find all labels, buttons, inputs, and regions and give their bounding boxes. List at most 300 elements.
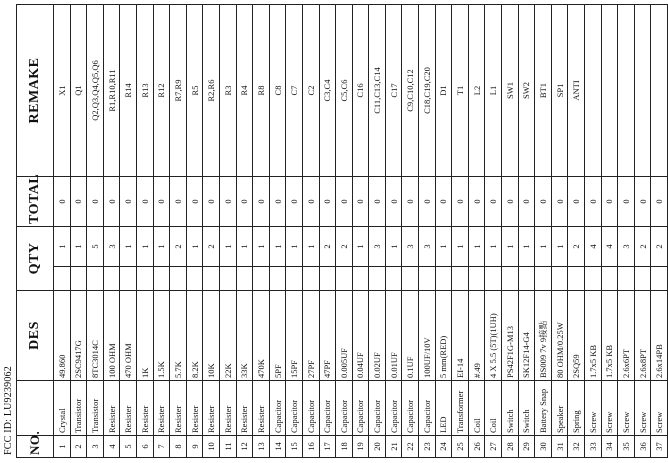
total: 0 <box>352 177 369 227</box>
part-type: Spring <box>568 381 585 436</box>
table-row <box>319 5 336 458</box>
remark: R14 <box>120 5 137 177</box>
row-number: 16 <box>302 436 319 458</box>
remark: R4 <box>236 5 253 177</box>
row-number: 32 <box>568 436 585 458</box>
part-description: 1.7x5 KB <box>601 291 618 381</box>
fcc-id-label: FCC ID: LU9239062 <box>3 366 14 455</box>
total: 0 <box>468 177 485 227</box>
part-type: Capacitor <box>385 381 402 436</box>
table-row <box>170 5 187 458</box>
spacer-cell <box>336 267 353 291</box>
row-number: 28 <box>502 436 519 458</box>
quantity: 2 <box>170 227 187 267</box>
part-description: 0.01UF <box>385 291 402 381</box>
part-type: Capacitor <box>336 381 353 436</box>
table-row <box>203 5 220 458</box>
spacer-cell <box>136 267 153 291</box>
quantity: 1 <box>236 227 253 267</box>
row-number: 29 <box>518 436 535 458</box>
quantity: 1 <box>70 227 87 267</box>
part-type: Resister <box>236 381 253 436</box>
quantity: 1 <box>551 227 568 267</box>
part-type: Screw <box>585 381 602 436</box>
row-number: 17 <box>319 436 336 458</box>
col-header-type <box>17 381 54 436</box>
row-number: 26 <box>468 436 485 458</box>
spacer-cell <box>402 267 419 291</box>
part-description: 100UF/10V <box>419 291 436 381</box>
spacer-cell <box>186 267 203 291</box>
remark <box>618 5 635 177</box>
part-description: 2SC9417G <box>70 291 87 381</box>
part-type: Resister <box>219 381 236 436</box>
remark: R3 <box>219 5 236 177</box>
total: 0 <box>634 177 651 227</box>
row-number: 14 <box>269 436 286 458</box>
remark: T1 <box>452 5 469 177</box>
row-number: 35 <box>618 436 635 458</box>
remark: R2,R6 <box>203 5 220 177</box>
total: 0 <box>203 177 220 227</box>
part-type: Capacitor <box>402 381 419 436</box>
remark: R1,R10,R11 <box>103 5 120 177</box>
table-row <box>54 5 71 458</box>
quantity: 2 <box>634 227 651 267</box>
remark: C11,C13,C14 <box>369 5 386 177</box>
spacer-cell <box>568 267 585 291</box>
quantity: 4 <box>601 227 618 267</box>
quantity: 3 <box>103 227 120 267</box>
part-description: 0.02UF <box>369 291 386 381</box>
spacer-cell <box>153 267 170 291</box>
table-row <box>634 5 651 458</box>
part-description: 80 OHM/0.25W <box>551 291 568 381</box>
part-type: Resister <box>203 381 220 436</box>
row-number: 31 <box>551 436 568 458</box>
row-number: 21 <box>385 436 402 458</box>
quantity: 1 <box>253 227 270 267</box>
table-row <box>385 5 402 458</box>
quantity: 2 <box>319 227 336 267</box>
part-description: 1K <box>136 291 153 381</box>
part-type: Capacitor <box>319 381 336 436</box>
total: 0 <box>651 177 668 227</box>
part-description: 5 mm(RED) <box>435 291 452 381</box>
quantity: 2 <box>568 227 585 267</box>
col-header-remake: REMAKE <box>17 5 54 177</box>
remark: ANTI <box>568 5 585 177</box>
part-type: Resister <box>186 381 203 436</box>
part-type: Capacitor <box>302 381 319 436</box>
spacer-cell <box>551 267 568 291</box>
table-row <box>136 5 153 458</box>
part-type: Resister <box>103 381 120 436</box>
remark <box>651 5 668 177</box>
total: 0 <box>319 177 336 227</box>
remark: C5,C6 <box>336 5 353 177</box>
total: 0 <box>153 177 170 227</box>
row-number: 27 <box>485 436 502 458</box>
table-row <box>485 5 502 458</box>
row-number: 2 <box>70 436 87 458</box>
quantity: 1 <box>54 227 71 267</box>
part-type: Capacitor <box>369 381 386 436</box>
total: 0 <box>568 177 585 227</box>
total: 0 <box>402 177 419 227</box>
part-description: 2.6x6PT <box>618 291 635 381</box>
remark <box>601 5 618 177</box>
part-description: 27PF <box>302 291 319 381</box>
spacer-cell <box>468 267 485 291</box>
table-header-row <box>17 5 54 458</box>
total: 0 <box>120 177 137 227</box>
quantity: 2 <box>203 227 220 267</box>
part-type: Capacitor <box>352 381 369 436</box>
row-number: 9 <box>186 436 203 458</box>
part-description: 5.7K <box>170 291 187 381</box>
quantity: 1 <box>452 227 469 267</box>
quantity: 1 <box>269 227 286 267</box>
quantity: 3 <box>419 227 436 267</box>
col-header-total: TOTAL <box>17 177 54 227</box>
remark: C17 <box>385 5 402 177</box>
table-row <box>535 5 552 458</box>
table-row <box>186 5 203 458</box>
quantity: 3 <box>402 227 419 267</box>
table-body <box>54 5 668 458</box>
table-row <box>502 5 519 458</box>
row-number: 3 <box>87 436 104 458</box>
table-row <box>87 5 104 458</box>
part-description: 22K <box>219 291 236 381</box>
part-type: Crystal <box>54 381 71 436</box>
row-number: 33 <box>585 436 602 458</box>
quantity: 1 <box>518 227 535 267</box>
part-description: EI-14 <box>452 291 469 381</box>
part-type: Transformer <box>452 381 469 436</box>
part-type: Screw <box>618 381 635 436</box>
row-number: 4 <box>103 436 120 458</box>
part-type: Transistor <box>87 381 104 436</box>
remark: R7,R9 <box>170 5 187 177</box>
total: 0 <box>419 177 436 227</box>
table-row <box>651 5 668 458</box>
part-type: Screw <box>634 381 651 436</box>
quantity: 2 <box>651 227 668 267</box>
quantity: 2 <box>336 227 353 267</box>
remark: R5 <box>186 5 203 177</box>
table-row <box>352 5 369 458</box>
quantity: 1 <box>286 227 303 267</box>
row-number: 15 <box>286 436 303 458</box>
part-type: Resister <box>153 381 170 436</box>
spacer-cell <box>302 267 319 291</box>
remark: L1 <box>485 5 502 177</box>
part-description: 0.005UF <box>336 291 353 381</box>
part-description: 2.6x14PB <box>651 291 668 381</box>
spacer-cell <box>419 267 436 291</box>
spacer-cell <box>54 267 71 291</box>
remark: Q2,Q3,Q4,Q5,Q6 <box>87 5 104 177</box>
table-row <box>153 5 170 458</box>
spacer-cell <box>286 267 303 291</box>
part-description: 1.5K <box>153 291 170 381</box>
quantity: 5 <box>87 227 104 267</box>
table-row <box>369 5 386 458</box>
part-type: Coil <box>485 381 502 436</box>
total: 0 <box>186 177 203 227</box>
quantity: 4 <box>585 227 602 267</box>
spacer-cell <box>352 267 369 291</box>
spacer-cell <box>319 267 336 291</box>
col-header-des: DES <box>17 291 54 381</box>
remark: SW1 <box>502 5 519 177</box>
quantity: 1 <box>186 227 203 267</box>
part-description: 0.04UF <box>352 291 369 381</box>
part-type: Resister <box>170 381 187 436</box>
total: 0 <box>585 177 602 227</box>
spacer-cell <box>120 267 137 291</box>
table-row <box>269 5 286 458</box>
remark: C16 <box>352 5 369 177</box>
part-description: 2.6x8PT <box>634 291 651 381</box>
remark: C3,C4 <box>319 5 336 177</box>
remark: C9,C10,C12 <box>402 5 419 177</box>
table-row <box>219 5 236 458</box>
row-number: 18 <box>336 436 353 458</box>
part-type: Screw <box>601 381 618 436</box>
part-description: 470K <box>253 291 270 381</box>
table-row <box>435 5 452 458</box>
remark: L2 <box>468 5 485 177</box>
quantity: 1 <box>120 227 137 267</box>
total: 0 <box>170 177 187 227</box>
spacer-cell <box>219 267 236 291</box>
table-row <box>286 5 303 458</box>
spacer-cell <box>601 267 618 291</box>
part-type: Switch <box>518 381 535 436</box>
row-number: 6 <box>136 436 153 458</box>
part-description: PS42F1G-M13 <box>502 291 519 381</box>
total: 0 <box>535 177 552 227</box>
part-description: 8.2K <box>186 291 203 381</box>
part-description: 100 OHM <box>103 291 120 381</box>
spacer-cell <box>385 267 402 291</box>
total: 0 <box>103 177 120 227</box>
part-type: Resister <box>120 381 137 436</box>
part-description: 470 OHM <box>120 291 137 381</box>
quantity: 1 <box>136 227 153 267</box>
row-number: 12 <box>236 436 253 458</box>
row-number: 36 <box>634 436 651 458</box>
quantity: 3 <box>618 227 635 267</box>
table-row <box>601 5 618 458</box>
table-row <box>402 5 419 458</box>
total: 0 <box>618 177 635 227</box>
part-description: 4 X 5.5 (5T)(1UH) <box>485 291 502 381</box>
table-row <box>551 5 568 458</box>
part-description: BS009 7v 9接點 <box>535 291 552 381</box>
part-description: #.49 <box>468 291 485 381</box>
remark: SW2 <box>518 5 535 177</box>
remark: SP1 <box>551 5 568 177</box>
row-number: 20 <box>369 436 386 458</box>
spacer-cell <box>485 267 502 291</box>
remark: Q1 <box>70 5 87 177</box>
part-description: 2SQ59 <box>568 291 585 381</box>
table-row <box>568 5 585 458</box>
total: 0 <box>369 177 386 227</box>
part-description: 10K <box>203 291 220 381</box>
part-type: Capacitor <box>419 381 436 436</box>
spacer-cell <box>253 267 270 291</box>
remark: C2 <box>302 5 319 177</box>
table-row <box>302 5 319 458</box>
row-number: 8 <box>170 436 187 458</box>
spacer-cell <box>435 267 452 291</box>
remark: BT1 <box>535 5 552 177</box>
total: 0 <box>269 177 286 227</box>
remark: D1 <box>435 5 452 177</box>
remark: C7 <box>286 5 303 177</box>
table-row <box>336 5 353 458</box>
spacer-cell <box>618 267 635 291</box>
quantity: 1 <box>385 227 402 267</box>
part-type: Battery Snap <box>535 381 552 436</box>
table-row <box>419 5 436 458</box>
total: 0 <box>236 177 253 227</box>
total: 0 <box>253 177 270 227</box>
total: 0 <box>601 177 618 227</box>
part-type: Capacitor <box>269 381 286 436</box>
total: 0 <box>336 177 353 227</box>
quantity: 1 <box>535 227 552 267</box>
quantity: 1 <box>468 227 485 267</box>
row-number: 7 <box>153 436 170 458</box>
table-row <box>120 5 137 458</box>
spacer-cell <box>452 267 469 291</box>
total: 0 <box>70 177 87 227</box>
table-row <box>585 5 602 458</box>
total: 0 <box>485 177 502 227</box>
part-type: Screw <box>651 381 668 436</box>
spacer-cell <box>103 267 120 291</box>
part-type: Transistor <box>70 381 87 436</box>
spacer-cell <box>369 267 386 291</box>
table-row <box>468 5 485 458</box>
part-description: 47PF <box>319 291 336 381</box>
spacer-cell <box>535 267 552 291</box>
remark <box>634 5 651 177</box>
remark: R13 <box>136 5 153 177</box>
row-number: 30 <box>535 436 552 458</box>
part-description: 15PF <box>286 291 303 381</box>
total: 0 <box>518 177 535 227</box>
part-type: Capacitor <box>286 381 303 436</box>
total: 0 <box>385 177 402 227</box>
total: 0 <box>54 177 71 227</box>
spacer-cell <box>634 267 651 291</box>
row-number: 25 <box>452 436 469 458</box>
table-row <box>103 5 120 458</box>
quantity: 1 <box>352 227 369 267</box>
table-row <box>70 5 87 458</box>
quantity: 1 <box>502 227 519 267</box>
row-number: 23 <box>419 436 436 458</box>
spacer-cell <box>651 267 668 291</box>
row-number: 11 <box>219 436 236 458</box>
parts-table <box>16 4 668 458</box>
col-header-no: NO. <box>17 436 54 458</box>
row-number: 22 <box>402 436 419 458</box>
spacer-cell <box>502 267 519 291</box>
spacer-cell <box>87 267 104 291</box>
total: 0 <box>502 177 519 227</box>
total: 0 <box>435 177 452 227</box>
total: 0 <box>551 177 568 227</box>
table-row <box>452 5 469 458</box>
remark: R12 <box>153 5 170 177</box>
total: 0 <box>219 177 236 227</box>
part-description: SK12F14-G4 <box>518 291 535 381</box>
row-number: 24 <box>435 436 452 458</box>
part-type: Resister <box>136 381 153 436</box>
quantity: 1 <box>153 227 170 267</box>
total: 0 <box>286 177 303 227</box>
part-description: 8TC3014C <box>87 291 104 381</box>
total: 0 <box>452 177 469 227</box>
row-number: 34 <box>601 436 618 458</box>
quantity: 3 <box>369 227 386 267</box>
part-type: Switch <box>502 381 519 436</box>
quantity: 1 <box>485 227 502 267</box>
quantity: 1 <box>219 227 236 267</box>
spacer-cell <box>236 267 253 291</box>
spacer-cell <box>269 267 286 291</box>
quantity: 1 <box>435 227 452 267</box>
spacer-cell <box>518 267 535 291</box>
remark: X1 <box>54 5 71 177</box>
spacer-cell <box>585 267 602 291</box>
remark: R8 <box>253 5 270 177</box>
part-type: LED <box>435 381 452 436</box>
table-row <box>618 5 635 458</box>
part-type: Resister <box>253 381 270 436</box>
spacer-cell <box>70 267 87 291</box>
total: 0 <box>302 177 319 227</box>
row-number: 5 <box>120 436 137 458</box>
remark <box>585 5 602 177</box>
part-type: Speaker <box>551 381 568 436</box>
part-description: 0.1UF <box>402 291 419 381</box>
remark: C8 <box>269 5 286 177</box>
total: 0 <box>87 177 104 227</box>
spacer-cell <box>203 267 220 291</box>
row-number: 10 <box>203 436 220 458</box>
part-description: 5PF <box>269 291 286 381</box>
row-number: 37 <box>651 436 668 458</box>
part-description: 33K <box>236 291 253 381</box>
col-header-qty: QTY <box>17 227 54 291</box>
total: 0 <box>136 177 153 227</box>
row-number: 1 <box>54 436 71 458</box>
row-number: 13 <box>253 436 270 458</box>
row-number: 19 <box>352 436 369 458</box>
part-description: 49.860 <box>54 291 71 381</box>
table-row <box>253 5 270 458</box>
remark: C18,C19,C20 <box>419 5 436 177</box>
